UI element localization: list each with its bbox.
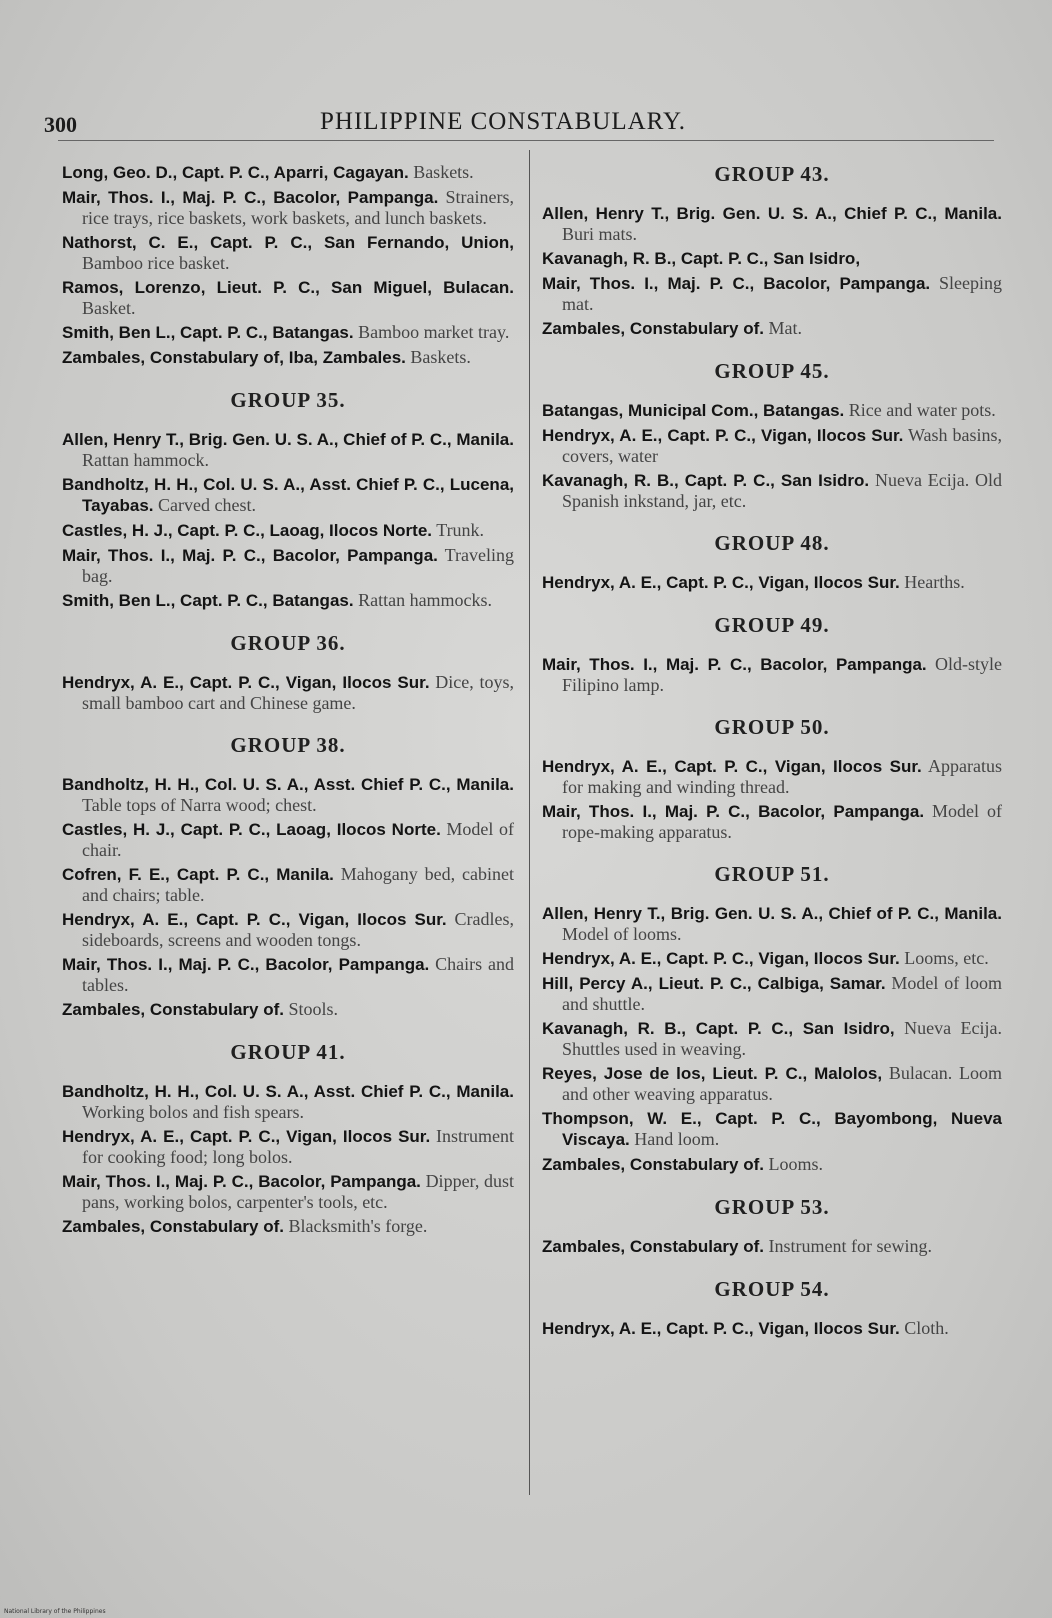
right-column [542,162,1002,1343]
exhibit-description: Buri mats. [562,224,637,244]
exhibitor-name: Hendryx, A. E., Capt. P. C., Vigan, Ilocos Sur. [542,757,922,776]
group-heading: GROUP 54. [714,1277,830,1301]
group-heading: GROUP 36. [230,631,346,655]
exhibitor-name: Kavanagh, R. B., Capt. P. C., San Isidro, [542,1019,895,1038]
exhibit-description: Hand loom. [634,1129,720,1149]
exhibit-description: Rattan hammocks. [358,590,493,610]
exhibitor-name: Nathorst, C. E., Capt. P. C., San Fernando, Union, [62,233,514,252]
exhibitor-name: Smith, Ben L., Capt. P. C., Batangas. [62,323,354,342]
group-heading: GROUP 45. [714,359,830,383]
page-number: 300 [44,112,77,137]
exhibitor-name: Allen, Henry T., Brig. Gen. U. S. A., Chief P. C., Manila. [542,204,1002,223]
exhibitor-name: Mair, Thos. I., Maj. P. C., Bacolor, Pampanga. [62,1172,421,1191]
exhibit-description: Looms. [768,1154,824,1174]
exhibit-description: Baskets. [413,162,474,182]
exhibitor-entry [542,425,1002,466]
exhibitor-name: Hendryx, A. E., Capt. P. C., Vigan, Ilocos Sur. [62,673,430,692]
exhibitor-name: Zambales, Constabulary of. [542,1155,764,1174]
exhibit-description: Strainers, rice trays, rice baskets, work baskets, and lunch baskets. [82,187,515,228]
exhibit-description: Baskets. [410,347,471,367]
exhibitor-name: Zambales, Constabulary of. [542,319,764,338]
exhibit-description: Model of chair. [82,819,514,860]
exhibit-description: Carved chest. [158,495,256,515]
exhibit-description: Rice and water pots. [848,400,996,420]
exhibitor-name: Long, Geo. D., Capt. P. C., Aparri, Cagayan. [62,163,409,182]
exhibitor-name: Zambales, Constabulary of. [542,1237,764,1256]
exhibit-description: Rattan hammock. [82,450,209,470]
exhibitor-entry [542,318,1002,339]
exhibitor-entry [542,654,1002,695]
exhibitor-entry [542,572,1002,593]
exhibit-description: Bamboo rice basket. [82,253,230,273]
exhibit-description: Instrument for sewing. [768,1236,932,1256]
exhibitor-name: Batangas, Municipal Com., Batangas. [542,401,845,420]
exhibitor-entry [542,1063,1002,1104]
exhibitor-entry [542,973,1002,1014]
exhibitor-entry [62,474,514,516]
left-column [62,162,514,1241]
exhibit-description: Model of looms. [562,924,682,944]
scan-footer-note: National Library of the Philippines [4,1608,106,1615]
exhibitor-entry [62,909,514,950]
exhibit-description: Wash basins, covers, water [562,425,1002,466]
exhibit-description: Model of rope-making apparatus. [562,801,1003,842]
exhibitor-entry [542,903,1002,944]
exhibit-description: Old-style Filipino lamp. [562,654,1003,695]
exhibitor-name: Hendryx, A. E., Capt. P. C., Vigan, Ilocos Sur. [62,910,447,929]
exhibitor-entry [62,1216,514,1237]
exhibit-description: Dipper, dust pans, working bolos, carpenter's tools, etc. [82,1171,514,1212]
exhibit-description: Dice, toys, small bamboo cart and Chinese game. [82,672,515,713]
exhibitor-entry [62,999,514,1020]
exhibitor-entry [542,248,1002,269]
exhibit-description: Basket. [82,298,136,318]
exhibitor-name: Cofren, F. E., Capt. P. C., Manila. [62,865,334,884]
exhibit-description: Apparatus for making and winding thread. [562,756,1002,797]
exhibitor-entry [62,162,514,183]
exhibitor-entry [62,232,514,273]
exhibitor-name: Mair, Thos. I., Maj. P. C., Bacolor, Pampanga. [62,188,439,207]
exhibitor-name: Bandholtz, H. H., Col. U. S. A., Asst. Chief P. C., Manila. [62,775,514,794]
exhibitor-entry [542,1018,1002,1059]
exhibitor-entry [62,322,514,343]
exhibitor-entry [62,590,514,611]
exhibitor-entry [62,954,514,995]
exhibitor-entry [542,1108,1002,1150]
exhibitor-name: Hendryx, A. E., Capt. P. C., Vigan, Ilocos Sur. [542,426,904,445]
exhibitor-name: Allen, Henry T., Brig. Gen. U. S. A., Chief of P. C., Manila. [542,904,1002,923]
exhibitor-entry [62,277,514,318]
exhibitor-name: Allen, Henry T., Brig. Gen. U. S. A., Chief of P. C., Manila. [62,430,514,449]
exhibit-description: Bulacan. Loom and other weaving apparatus. [562,1063,1002,1104]
exhibit-description: Chairs and tables. [82,954,515,995]
exhibitor-name: Zambales, Constabulary of. [62,1000,284,1019]
exhibitor-name: Ramos, Lorenzo, Lieut. P. C., San Miguel, Bulacan. [62,278,514,297]
exhibitor-name: Zambales, Constabulary of. [62,1217,284,1236]
exhibitor-name: Hendryx, A. E., Capt. P. C., Vigan, Ilocos Sur. [542,1319,900,1338]
exhibitor-name: Smith, Ben L., Capt. P. C., Batangas. [62,591,354,610]
exhibit-description: Nueva Ecija. Old Spanish inkstand, jar, etc. [562,470,1003,511]
exhibitor-name: Mair, Thos. I., Maj. P. C., Bacolor, Pampanga. [62,955,430,974]
group-heading: GROUP 41. [230,1040,346,1064]
exhibit-description: Stools. [288,999,339,1019]
exhibitor-name: Mair, Thos. I., Maj. P. C., Bacolor, Pampanga. [62,546,438,565]
column-divider [529,150,530,1495]
exhibitor-name: Bandholtz, H. H., Col. U. S. A., Asst. Chief P. C., Lucena, Tayabas. [62,475,514,515]
group-heading: GROUP 53. [714,1195,830,1219]
exhibitor-name: Hendryx, A. E., Capt. P. C., Vigan, Ilocos Sur. [62,1127,431,1146]
exhibitor-name: Mair, Thos. I., Maj. P. C., Bacolor, Pampanga. [542,274,931,293]
exhibitor-entry [62,1171,514,1212]
group-heading: GROUP 50. [714,715,830,739]
exhibitor-entry [542,400,1002,421]
exhibit-description: Mat. [768,318,802,338]
exhibitor-entry [542,273,1002,314]
exhibit-description: Table tops of Narra wood; chest. [82,795,317,815]
exhibitor-name: Kavanagh, R. B., Capt. P. C., San Isidro. [542,471,870,490]
exhibit-description: Mahogany bed, cabinet and chairs; table. [82,864,514,905]
exhibitor-entry [542,470,1002,511]
group-heading: GROUP 38. [230,733,346,757]
exhibit-description: Hearths. [904,572,965,592]
exhibit-description: Traveling bag. [82,545,514,586]
exhibit-description: Instrument for cooking food; long bolos. [82,1126,515,1167]
exhibit-description: Cradles, sideboards, screens and wooden tongs. [82,909,515,950]
exhibitor-entry [62,545,514,586]
exhibitor-entry [542,801,1002,842]
exhibitor-name: Reyes, Jose de los, Lieut. P. C., Malolos, [542,1064,883,1083]
exhibitor-entry [542,1236,1002,1257]
header-rule [58,140,994,141]
group-heading: GROUP 51. [714,862,830,886]
exhibitor-entry [62,819,514,860]
exhibitor-entry [62,347,514,368]
exhibitor-entry [542,756,1002,797]
exhibit-description: Sleeping mat. [562,273,1003,314]
exhibit-description: Cloth. [904,1318,949,1338]
exhibitor-entry [62,187,514,228]
group-heading: GROUP 43. [714,162,830,186]
exhibit-description: Model of loom and shuttle. [562,973,1002,1014]
exhibitor-entry [542,948,1002,969]
exhibitor-name: Zambales, Constabulary of, Iba, Zambales. [62,348,406,367]
exhibitor-entry [62,672,514,713]
exhibitor-name: Thompson, W. E., Capt. P. C., Bayombong, Nueva Viscaya. [542,1109,1002,1149]
group-heading: GROUP 35. [230,388,346,412]
exhibitor-name: Castles, H. J., Capt. P. C., Laoag, Ilocos Norte. [62,521,433,540]
exhibit-description: Looms, etc. [904,948,989,968]
exhibitor-name: Mair, Thos. I., Maj. P. C., Bacolor, Pampanga. [542,802,925,821]
group-heading: GROUP 49. [714,613,830,637]
exhibitor-entry [62,864,514,905]
exhibitor-name: Hill, Percy A., Lieut. P. C., Calbiga, Samar. [542,974,886,993]
exhibit-description: Bamboo market tray. [358,322,510,342]
exhibitor-entry [62,1126,514,1167]
exhibit-description: Nueva Ecija. Shuttles used in weaving. [562,1018,1003,1059]
exhibit-description: Trunk. [436,520,485,540]
exhibitor-name: Bandholtz, H. H., Col. U. S. A., Asst. Chief P. C., Manila. [62,1082,514,1101]
exhibitor-name: Kavanagh, R. B., Capt. P. C., San Isidro, [542,249,861,268]
exhibitor-entry [62,429,514,470]
exhibitor-entry [542,1154,1002,1175]
exhibitor-name: Hendryx, A. E., Capt. P. C., Vigan, Ilocos Sur. [542,949,900,968]
exhibitor-name: Mair, Thos. I., Maj. P. C., Bacolor, Pampanga. [542,655,927,674]
exhibit-description: Working bolos and fish spears. [82,1102,305,1122]
exhibitor-entry [542,203,1002,244]
exhibitor-entry [62,1081,514,1122]
exhibitor-entry [62,520,514,541]
exhibitor-name: Castles, H. J., Capt. P. C., Laoag, Ilocos Norte. [62,820,441,839]
group-heading: GROUP 48. [714,531,830,555]
exhibitor-entry [542,1318,1002,1339]
exhibit-description: Blacksmith's forge. [288,1216,428,1236]
running-head: PHILIPPINE CONSTABULARY. [320,108,687,135]
exhibitor-entry [62,774,514,815]
exhibitor-name: Hendryx, A. E., Capt. P. C., Vigan, Ilocos Sur. [542,573,900,592]
